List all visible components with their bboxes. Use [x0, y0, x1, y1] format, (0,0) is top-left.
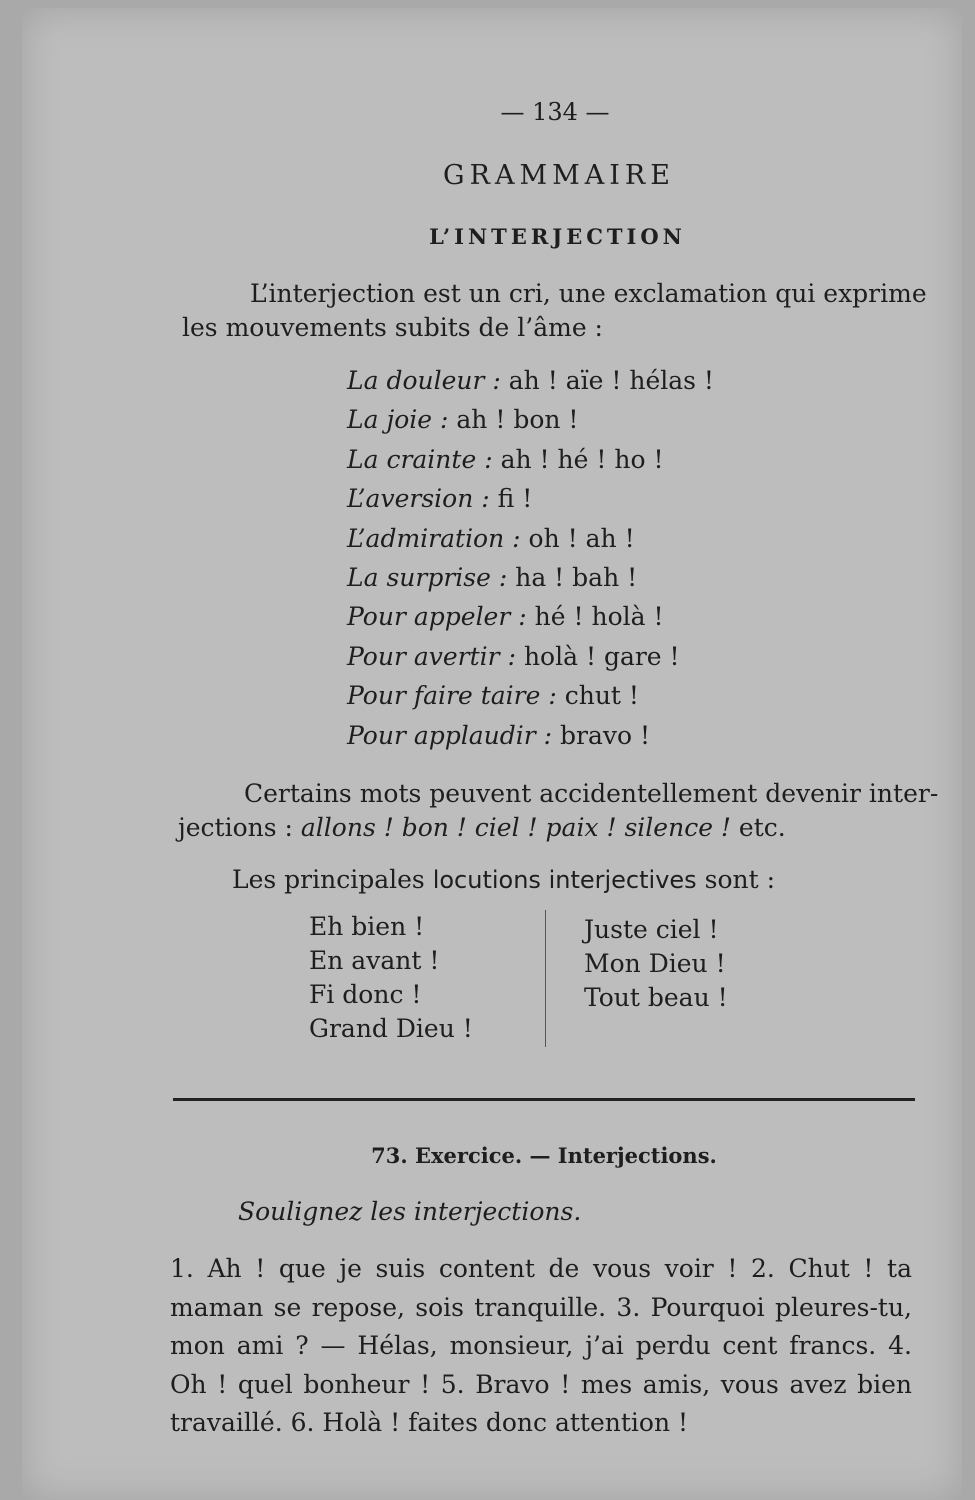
exercise-title: 73. Exercice. — Interjections. — [371, 1143, 717, 1168]
example-words: ha ! bah ! — [515, 562, 638, 592]
certains-line-2 — [178, 811, 786, 845]
certains-line-1: Certains mots peuvent accidentellement devenir inter- — [244, 779, 939, 808]
example-item — [347, 440, 714, 479]
chapter-title: L’INTERJECTION — [429, 224, 686, 249]
example-label: La douleur : — [347, 366, 501, 395]
locutions-emphasis: locutions interjectives — [432, 866, 697, 894]
locution-item: Tout beau ! — [584, 983, 728, 1012]
example-label: L’admiration : — [347, 523, 521, 553]
example-label: La joie : — [347, 405, 449, 435]
locutions-intro-start: Les principales — [232, 865, 433, 894]
definition-line-2: les mouvements subits de l’âme : — [182, 313, 603, 342]
example-words: ah ! aïe ! hélas ! — [508, 366, 714, 395]
example-words: oh ! ah ! — [528, 523, 635, 553]
example-item — [347, 597, 714, 636]
example-label: La crainte : — [347, 444, 493, 474]
certains-examples: allons ! bon ! ciel ! paix ! silence ! — [300, 813, 731, 842]
exercise-instruction: Soulignez les interjections. — [238, 1197, 582, 1226]
locution-item: Eh bien ! — [309, 912, 425, 941]
example-label: La surprise : — [347, 562, 508, 592]
example-item — [347, 716, 714, 755]
column-divider — [545, 910, 546, 1047]
section-heading: GRAMMAIRE — [443, 160, 675, 191]
example-words: ah ! hé ! ho ! — [500, 444, 664, 474]
example-label: L’aversion : — [347, 484, 490, 514]
examples-list — [347, 361, 714, 755]
example-item — [347, 676, 714, 715]
section-rule — [173, 1098, 915, 1101]
locution-item: En avant ! — [309, 946, 440, 975]
definition-line-1: L’interjection est un cri, une exclamation qui exprime — [250, 279, 927, 308]
example-words: fi ! — [497, 484, 533, 514]
example-item — [347, 361, 714, 400]
example-item — [347, 400, 714, 439]
example-label: Pour applaudir : — [347, 720, 553, 750]
locutions-intro-end: sont : — [696, 865, 776, 894]
locution-item: Mon Dieu ! — [584, 949, 726, 978]
example-label: Pour faire taire : — [347, 681, 557, 711]
example-item — [347, 558, 714, 597]
locution-item: Grand Dieu ! — [309, 1014, 473, 1043]
example-words: chut ! — [564, 681, 639, 711]
example-label: Pour appeler : — [347, 602, 527, 632]
example-item — [347, 479, 714, 518]
locutions-left-column — [309, 910, 473, 1046]
locution-item: Juste ciel ! — [584, 915, 719, 944]
example-words: ah ! bon ! — [456, 405, 579, 435]
example-item — [347, 637, 714, 676]
example-label: Pour avertir : — [347, 641, 516, 671]
example-words: hé ! holà ! — [534, 602, 664, 632]
certains-end: etc. — [730, 813, 786, 842]
exercise-text: 1. Ah ! que je suis content de vous voir ! 2. Chut ! ta maman se repose, sois tranquille. 3. Pourquoi pleures-tu, mon ami ? — Hélas, monsieur, j’ai perdu cent francs. 4. Oh ! quel bonheur ! 5. Bravo ! mes amis, vous avez bien travaillé. 6. Holà ! faites donc attention ! — [170, 1254, 912, 1438]
example-words: holà ! gare ! — [523, 641, 680, 671]
page-number: — 134 — — [500, 98, 610, 126]
example-words: bravo ! — [560, 720, 651, 750]
certains-start: jections : — [178, 813, 301, 842]
locutions-right-column — [584, 913, 728, 1015]
locution-item: Fi donc ! — [309, 980, 422, 1009]
example-item — [347, 519, 714, 558]
locutions-intro — [232, 863, 775, 897]
